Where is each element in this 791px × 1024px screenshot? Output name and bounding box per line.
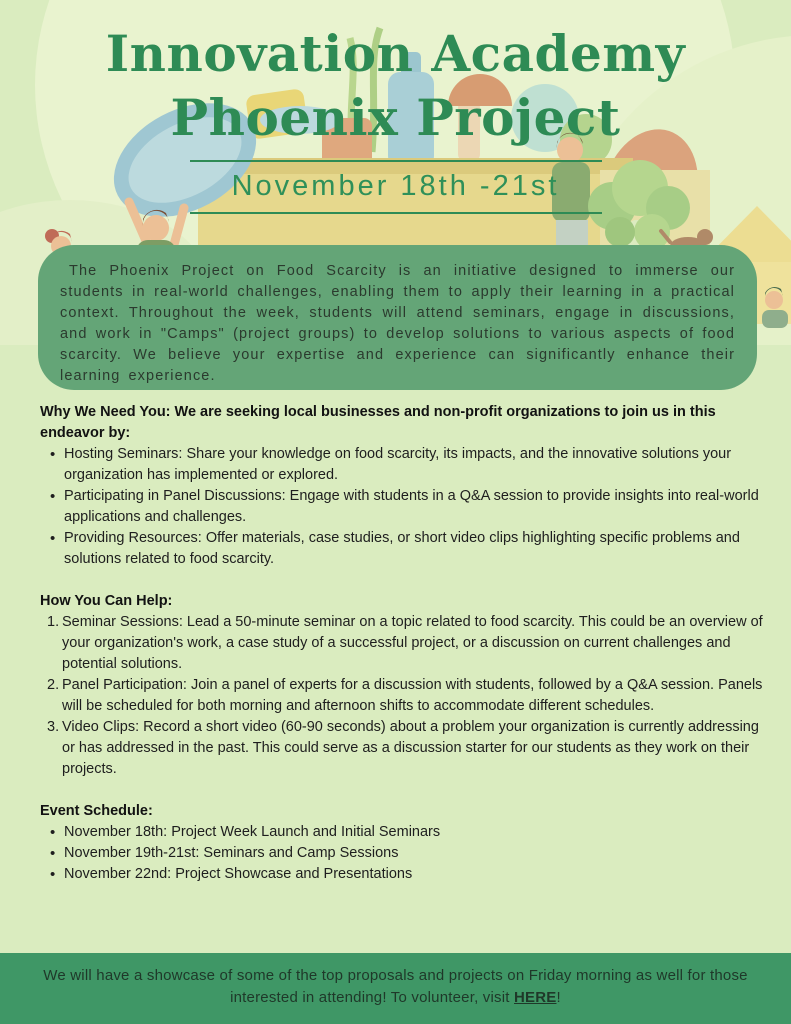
main-content (40, 402, 767, 906)
date-block (190, 160, 602, 214)
event-schedule-list (40, 822, 767, 885)
why-we-need-you-list (40, 444, 767, 570)
section-how-you-can-help (40, 591, 767, 780)
header (0, 0, 791, 214)
why-we-need-you-heading: Why We Need You: We are seeking local businesses and non-profit organizations to join us in this endeavor by: (40, 404, 716, 441)
list-item: • Hosting Seminars: Share your knowledge on food scarcity, its impacts, and the innovative solutions your organization has implemented or explored. (40, 444, 767, 486)
list-item: • November 18th: Project Week Launch and Initial Seminars (40, 822, 767, 843)
how-you-can-help-heading: How You Can Help: (40, 593, 173, 609)
footer-banner (0, 953, 791, 1024)
list-item: • November 19th-21st: Seminars and Camp Sessions (40, 843, 767, 864)
event-dates: November 18th -21st (231, 170, 560, 202)
list-item: • Providing Resources: Offer materials, case studies, or short video clips highlighting specific problems and solutions related to food scarcity. (40, 528, 767, 570)
list-item: Panel Participation: Join a panel of experts for a discussion with students, followed by a Q&A session. Panels will be scheduled for both morning and afternoon shifts to accommodate different schedules. (62, 677, 763, 714)
divider-bottom (190, 212, 602, 214)
intro-box (38, 245, 757, 390)
footer-text: We will have a showcase of some of the top proposals and projects on Friday morning as well for those interested in attending! To volunteer, visit (43, 967, 748, 1006)
title-line-2: Phoenix Project (170, 88, 621, 147)
intro-paragraph: The Phoenix Project on Food Scarcity is an initiative designed to immerse our students in real-world challenges, enabling them to apply their learning in a practical context. Throughout the week, students will attend seminars, engage in discussions, and work in "Camps" (project groups) to develop solutions to various aspects of food scarcity. We believe your expertise and experience can significantly enhance their learning experience. (60, 263, 735, 384)
section-why-we-need-you (40, 402, 767, 570)
list-item: • November 22nd: Project Showcase and Presentations (40, 864, 767, 885)
page-title (0, 22, 791, 150)
how-you-can-help-list (40, 612, 767, 780)
section-event-schedule (40, 801, 767, 885)
title-line-1: Innovation Academy (105, 24, 686, 83)
volunteer-link[interactable]: HERE (514, 989, 557, 1006)
footer-text-suffix: ! (556, 989, 561, 1006)
event-schedule-heading: Event Schedule: (40, 803, 153, 819)
list-item: Video Clips: Record a short video (60-90 seconds) about a problem your organization is currently addressing or has addressed in the past. This could serve as a discussion starter for our students as they work on their projects. (62, 719, 759, 777)
list-item: Seminar Sessions: Lead a 50-minute seminar on a topic related to food scarcity. This could be an overview of your organization's work, a case study of a successful project, or a discussion on current challenges and potential solutions. (62, 614, 763, 672)
list-item: • Participating in Panel Discussions: Engage with students in a Q&A session to provide insights into real-world applications and challenges. (40, 486, 767, 528)
